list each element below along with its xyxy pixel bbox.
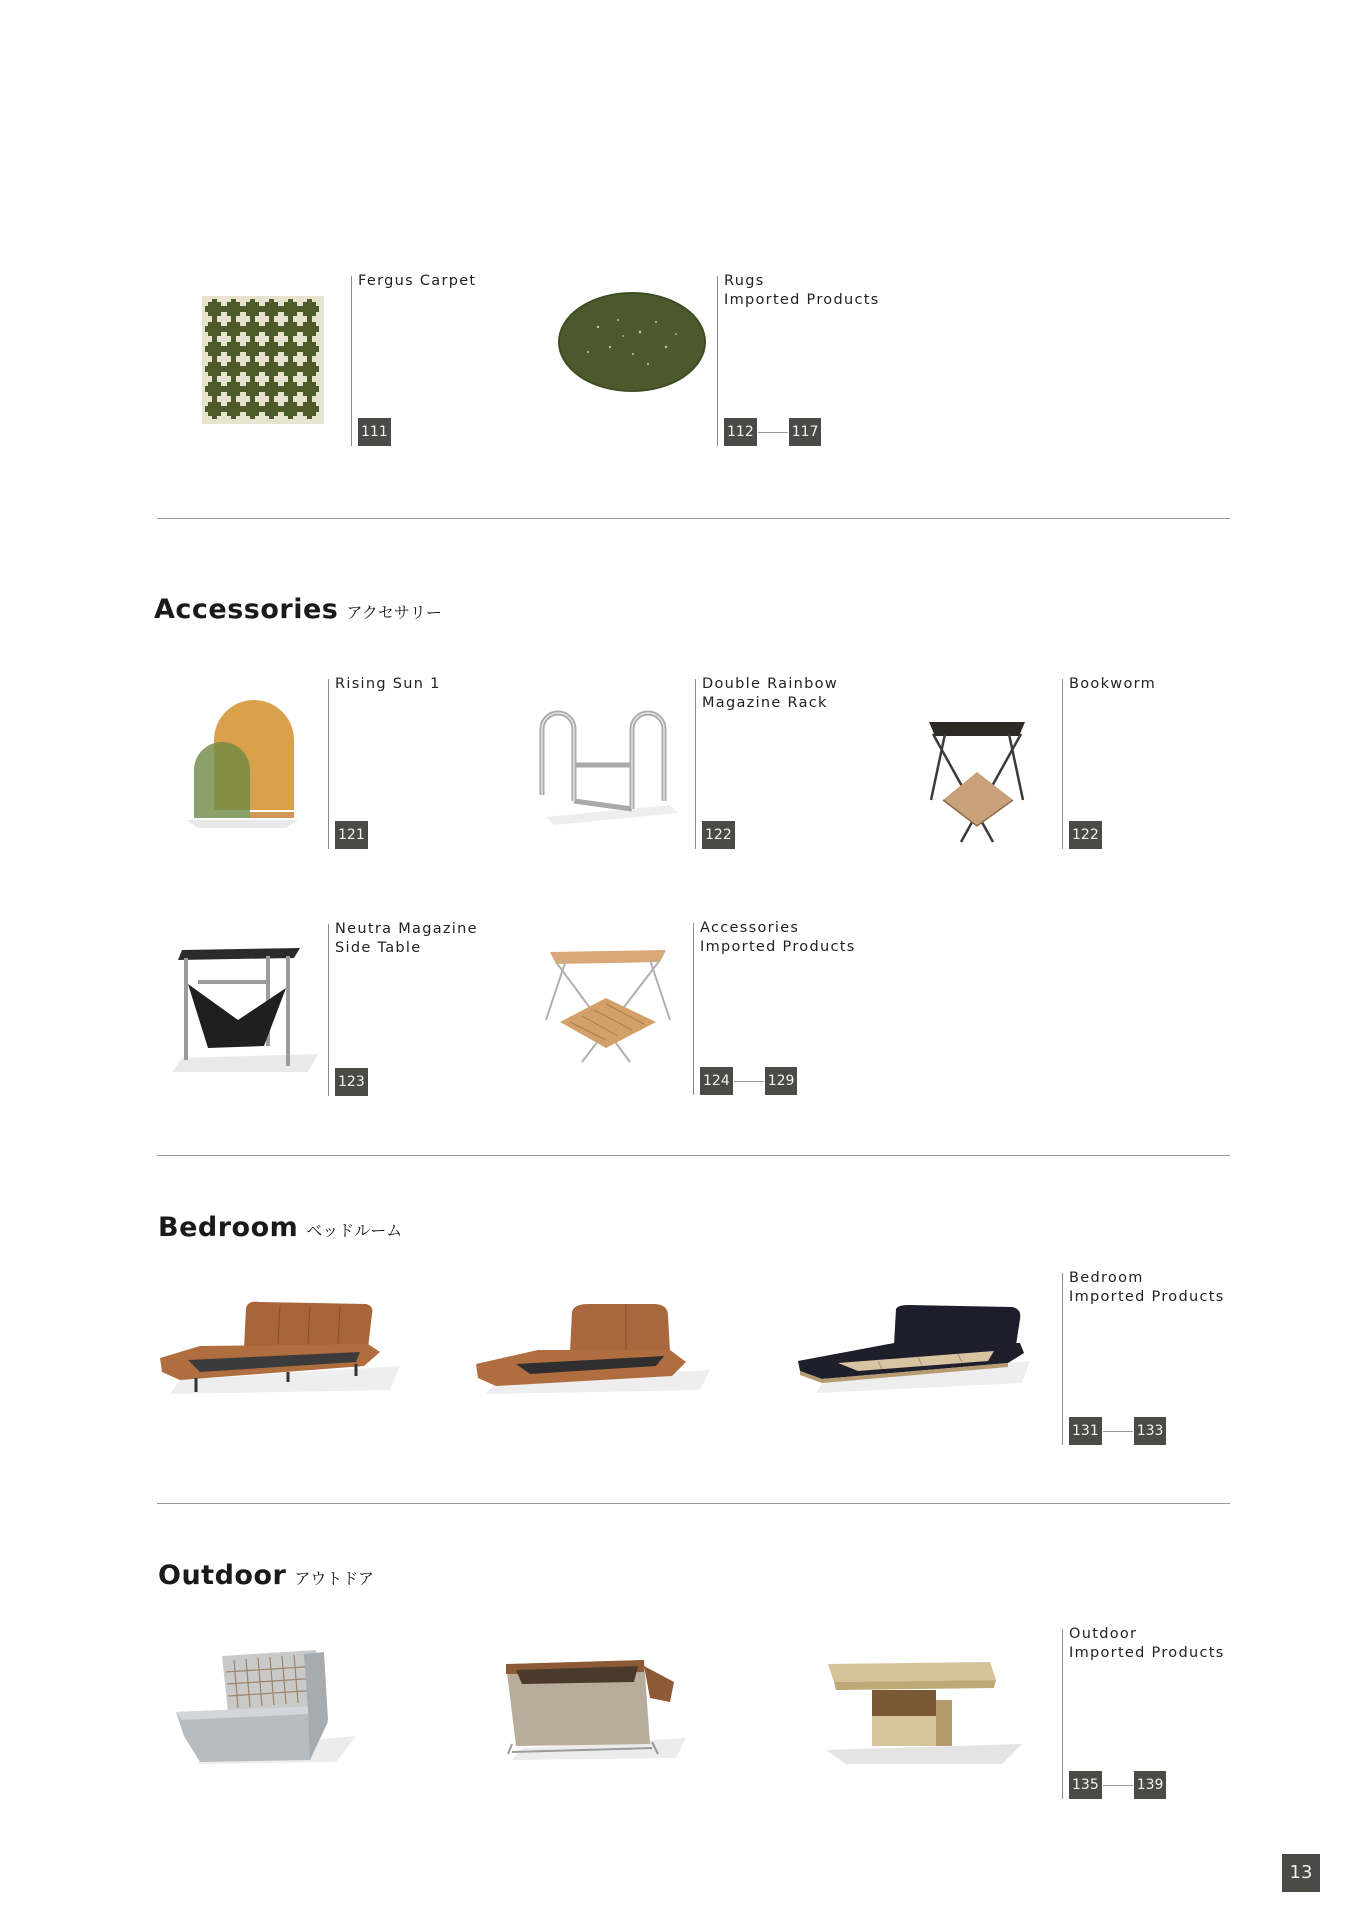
section-divider bbox=[157, 1155, 1230, 1156]
item-rugs-imported[interactable] bbox=[717, 273, 880, 446]
double-rainbow-image bbox=[538, 705, 678, 825]
page-ref bbox=[335, 821, 368, 849]
page-ref bbox=[1069, 1771, 1166, 1799]
page-ref bbox=[702, 821, 735, 849]
page-start: 111 bbox=[358, 418, 391, 446]
bed-image-3 bbox=[798, 1305, 1030, 1397]
page-ref bbox=[724, 418, 821, 446]
section-divider bbox=[157, 518, 1230, 519]
outdoor-basket-image bbox=[502, 1656, 686, 1762]
item-label: Rising Sun 1 bbox=[335, 676, 441, 692]
page-range-dash bbox=[734, 1081, 764, 1082]
page-start: 124 bbox=[700, 1067, 733, 1095]
section-title-en: Accessories bbox=[154, 594, 339, 625]
item-fergus-carpet[interactable] bbox=[351, 273, 477, 446]
page-ref bbox=[700, 1067, 797, 1095]
page-range-dash bbox=[1103, 1431, 1133, 1432]
page-start: 122 bbox=[702, 821, 735, 849]
page-ref bbox=[1069, 1417, 1166, 1445]
rising-sun-image bbox=[186, 700, 298, 828]
item-label: Fergus Carpet bbox=[358, 273, 477, 289]
neutra-side-table-image bbox=[168, 948, 318, 1072]
page-start: 122 bbox=[1069, 821, 1102, 849]
bed-image-1 bbox=[160, 1300, 400, 1400]
item-double-rainbow[interactable] bbox=[695, 676, 838, 849]
section-title-outdoor bbox=[158, 1560, 374, 1591]
page-start: 123 bbox=[335, 1068, 368, 1096]
item-label: Bookworm bbox=[1069, 676, 1157, 692]
section-title-jp: ベッドルーム bbox=[306, 1221, 403, 1240]
item-label: Double Rainbow Magazine Rack bbox=[702, 676, 838, 711]
outdoor-table-image bbox=[826, 1660, 1022, 1764]
outdoor-chair-image bbox=[176, 1648, 356, 1766]
page-ref bbox=[335, 1068, 368, 1096]
item-bookworm[interactable] bbox=[1062, 676, 1157, 849]
item-accessories-imported[interactable] bbox=[693, 920, 856, 1095]
section-title-en: Outdoor bbox=[158, 1560, 287, 1591]
item-rising-sun-1[interactable] bbox=[328, 676, 441, 849]
page-start: 135 bbox=[1069, 1771, 1102, 1799]
item-label: Outdoor Imported Products bbox=[1069, 1626, 1225, 1661]
bookworm-image bbox=[923, 720, 1031, 844]
item-bedroom-imported[interactable] bbox=[1062, 1270, 1225, 1445]
section-divider bbox=[157, 1503, 1230, 1504]
rugs-image bbox=[558, 292, 706, 392]
page-ref bbox=[1069, 821, 1102, 849]
section-title-jp: アクセサリー bbox=[346, 603, 442, 622]
fergus-carpet-image bbox=[202, 296, 324, 424]
item-label: Rugs Imported Products bbox=[724, 273, 880, 308]
page-start: 121 bbox=[335, 821, 368, 849]
item-label: Neutra Magazine Side Table bbox=[335, 921, 478, 956]
page-range-dash bbox=[1103, 1785, 1133, 1786]
page-number: 13 bbox=[1282, 1854, 1320, 1892]
page-end: 139 bbox=[1134, 1771, 1167, 1799]
page-end: 133 bbox=[1134, 1417, 1167, 1445]
item-label: Accessories Imported Products bbox=[700, 920, 856, 955]
page-range-dash bbox=[758, 432, 788, 433]
page-ref bbox=[358, 418, 391, 446]
page-start: 131 bbox=[1069, 1417, 1102, 1445]
accessories-imported-image bbox=[546, 950, 670, 1066]
page-end: 129 bbox=[765, 1067, 798, 1095]
item-neutra-magazine-side-table[interactable] bbox=[328, 921, 478, 1096]
section-title-bedroom bbox=[158, 1212, 402, 1243]
page-end: 117 bbox=[789, 418, 822, 446]
section-title-jp: アウトドア bbox=[294, 1569, 374, 1588]
bed-image-2 bbox=[476, 1302, 710, 1398]
item-outdoor-imported[interactable] bbox=[1062, 1626, 1225, 1799]
section-title-en: Bedroom bbox=[158, 1212, 299, 1243]
section-title-accessories bbox=[154, 594, 442, 625]
page-start: 112 bbox=[724, 418, 757, 446]
item-label: Bedroom Imported Products bbox=[1069, 1270, 1225, 1305]
